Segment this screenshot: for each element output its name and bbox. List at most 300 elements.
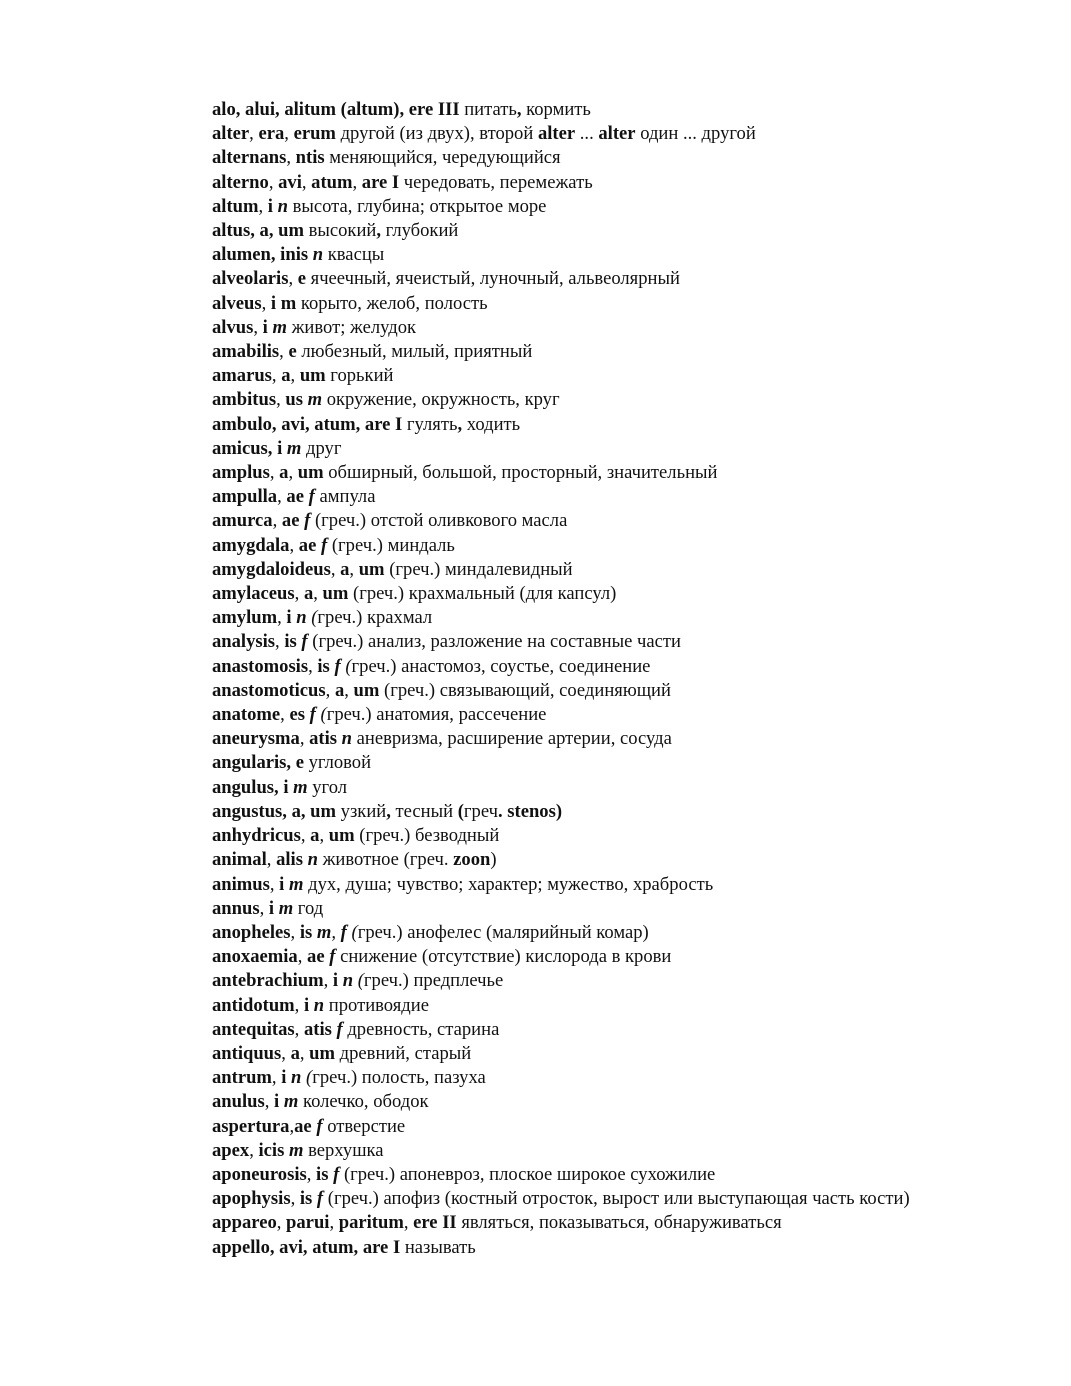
- translation-text: ,: [272, 510, 282, 532]
- dictionary-entry: [150, 921, 997, 945]
- gender-mark: m: [316, 921, 332, 943]
- translation-text: греч.) полость, пазуха: [312, 1067, 486, 1089]
- translation-text: ,: [275, 631, 285, 653]
- translation-text: ячеечный, ячеистый, луночный, альвеолярный: [306, 268, 680, 290]
- latin-term: amylaceus: [212, 583, 295, 605]
- italic-mark: (: [311, 607, 318, 629]
- latin-term: angustus, a, um: [212, 800, 337, 822]
- dictionary-entry: [150, 267, 997, 291]
- translation-text: ): [490, 849, 497, 871]
- translation-text: ,: [308, 655, 318, 677]
- latin-term: ae: [307, 946, 325, 968]
- latin-term: amurca: [212, 510, 273, 532]
- dictionary-entry: [150, 824, 997, 848]
- translation-text: кормить: [521, 99, 591, 120]
- dictionary-entry: [150, 146, 997, 170]
- latin-term: erum: [293, 123, 336, 145]
- dictionary-entry: [150, 1236, 997, 1260]
- translation-text: ,: [264, 1091, 275, 1113]
- translation-text: ,: [261, 292, 271, 314]
- translation-text: аневризма, расширение артерии, сосуда: [352, 728, 672, 750]
- gender-mark: f: [316, 1188, 324, 1210]
- italic-mark: (: [320, 704, 327, 726]
- latin-term: atum: [311, 171, 353, 193]
- latin-term: appareo: [212, 1212, 277, 1234]
- dictionary-entry: [150, 630, 997, 654]
- dictionary-entry: [150, 1115, 997, 1139]
- translation-text: другой (из двух), второй: [335, 123, 538, 145]
- latin-term: ambitus: [212, 389, 277, 411]
- dictionary-entry: [150, 848, 997, 872]
- latin-term: anastomosis: [212, 655, 309, 677]
- latin-term: angularis, e: [212, 752, 304, 774]
- translation-text: ,: [403, 1212, 414, 1234]
- gender-mark: f: [316, 1115, 323, 1137]
- translation-text: ,: [259, 897, 269, 919]
- translation-text: ходить: [462, 413, 521, 435]
- latin-term: anatome: [212, 704, 281, 726]
- dictionary-entry: [150, 122, 997, 146]
- translation-text: ,: [297, 946, 308, 968]
- translation-text: ,: [289, 534, 299, 556]
- gender-mark: m: [307, 389, 323, 411]
- latin-term: animal: [212, 849, 267, 871]
- dictionary-entry: [150, 558, 997, 582]
- translation-text: ,: [253, 316, 263, 338]
- translation-text: ,: [284, 123, 294, 145]
- translation-text: ,: [290, 921, 300, 943]
- latin-term: um: [322, 583, 349, 605]
- dictionary-entry: [150, 292, 997, 316]
- translation-text: (греч.) анализ, разложение на составные части: [307, 631, 681, 653]
- translation-text: называть: [400, 1236, 476, 1258]
- latin-term: um: [299, 365, 326, 387]
- latin-term: aspertura: [212, 1115, 290, 1137]
- translation-text: (греч.) безводный: [354, 825, 500, 847]
- latin-term: i: [303, 994, 310, 1016]
- translation-text: ,: [258, 195, 268, 217]
- latin-term: ,: [516, 99, 522, 120]
- dictionary-entry: [150, 897, 997, 921]
- latin-term: alternans: [212, 147, 287, 169]
- translation-text: ,: [323, 970, 333, 992]
- latin-term: icis: [258, 1139, 285, 1161]
- gender-mark: f: [336, 1018, 343, 1040]
- gender-mark: f: [334, 655, 341, 677]
- translation-text: греч.) анофелес (малярийный комар): [357, 921, 649, 943]
- latin-term: parui: [286, 1212, 330, 1234]
- latin-term: a: [310, 825, 320, 847]
- latin-term: um: [328, 825, 355, 847]
- translation-text: квасцы: [323, 244, 385, 266]
- translation-text: ,: [249, 1139, 259, 1161]
- latin-term: es: [289, 704, 305, 726]
- translation-text: обширный, большой, просторный, значительный: [323, 462, 718, 484]
- dictionary-entry: [150, 1042, 997, 1066]
- latin-term: are I: [361, 171, 400, 193]
- latin-term: amarus: [212, 365, 272, 387]
- translation-text: тесный: [390, 800, 458, 822]
- gender-mark: n: [313, 994, 325, 1016]
- dictionary-entry: [150, 945, 997, 969]
- dictionary-entry: [150, 994, 997, 1018]
- latin-term: ampulla: [212, 486, 278, 508]
- latin-term: is: [299, 921, 313, 943]
- translation-text: корыто, желоб, полость: [296, 292, 488, 314]
- dictionary-entry: [150, 1018, 997, 1042]
- dictionary-entry: [150, 1211, 997, 1235]
- latin-term: um: [297, 462, 324, 484]
- latin-term: um: [358, 558, 385, 580]
- translation-text: (греч.) апофиз (костный отросток, вырост или выступающая часть кости): [323, 1188, 910, 1210]
- dictionary-entry: [150, 340, 997, 364]
- italic-mark: (: [345, 655, 352, 677]
- latin-term: analysis: [212, 631, 276, 653]
- latin-term: ae: [294, 1115, 312, 1137]
- translation-text: (греч.) миндаль: [327, 534, 455, 556]
- latin-term: amygdaloideus: [212, 558, 331, 580]
- translation-text: ,: [288, 462, 298, 484]
- latin-term: era: [258, 123, 285, 145]
- translation-text: ,: [301, 171, 312, 193]
- translation-text: ,: [269, 462, 280, 484]
- gender-mark: n: [291, 1067, 302, 1089]
- translation-text: глубокий: [381, 220, 459, 242]
- latin-term: paritum: [338, 1212, 404, 1234]
- latin-term: zoon: [453, 849, 491, 871]
- latin-term: a: [334, 679, 345, 701]
- gender-mark: n: [307, 849, 318, 871]
- dictionary-entry: [150, 461, 997, 485]
- translation-text: ,: [300, 825, 311, 847]
- latin-term: amicus, i: [212, 437, 283, 459]
- gender-mark: f: [321, 534, 328, 556]
- dictionary-entry: [150, 776, 997, 800]
- gender-mark: f: [340, 921, 347, 943]
- dictionary-entry: [150, 98, 997, 122]
- translation-text: живот; желудок: [286, 316, 417, 338]
- translation-text: гулять: [402, 413, 458, 435]
- italic-mark: ,: [331, 921, 341, 943]
- latin-term: alter: [537, 123, 576, 145]
- latin-term: e: [288, 341, 297, 363]
- latin-term: alveus: [212, 292, 262, 314]
- gender-mark: n: [312, 244, 324, 266]
- latin-term: ,: [376, 220, 382, 242]
- translation-text: высокий: [303, 220, 377, 242]
- translation-text: ,: [249, 123, 259, 145]
- translation-text: ,: [269, 873, 280, 895]
- translation-text: любезный, милый, приятный: [296, 341, 533, 363]
- dictionary-entry: [150, 582, 997, 606]
- latin-term: i: [332, 970, 339, 992]
- translation-text: греч.) анатомия, рассечение: [326, 704, 547, 726]
- gender-mark: f: [333, 1163, 340, 1185]
- latin-term: apex: [212, 1139, 250, 1161]
- latin-term: ,: [386, 800, 391, 822]
- translation-text: ,: [306, 1163, 317, 1185]
- latin-term: alvus: [212, 316, 254, 338]
- latin-term: altus, a, um: [212, 220, 304, 242]
- translation-text: снижение (отсутствие) кислорода в крови: [335, 946, 672, 968]
- latin-term: antebrachium: [212, 970, 324, 992]
- latin-term: i: [267, 195, 273, 217]
- translation-text: ампула: [314, 486, 376, 508]
- latin-term: is: [284, 631, 297, 653]
- translation-text: один ... другой: [635, 123, 756, 145]
- dictionary-entry: [150, 388, 997, 412]
- dictionary-entry: [150, 243, 997, 267]
- translation-text: ,: [330, 558, 341, 580]
- latin-term: is: [299, 1188, 313, 1210]
- translation-text: узкий: [336, 800, 387, 822]
- latin-term: um: [353, 679, 380, 701]
- latin-term: angulus, i: [212, 776, 289, 798]
- dictionary-entry: [150, 171, 997, 195]
- translation-text: ,: [319, 825, 329, 847]
- latin-term: amygdala: [212, 534, 290, 556]
- translation-text: ,: [299, 728, 310, 750]
- latin-term: ntis: [295, 147, 325, 169]
- latin-term: animus: [212, 873, 270, 895]
- translation-text: греч.) анастомоз, соустье, соединение: [351, 655, 651, 677]
- latin-term: ambulo, avi, atum, are I: [212, 413, 403, 435]
- latin-term: amabilis: [212, 341, 280, 363]
- latin-term: antidotum: [212, 994, 295, 1016]
- latin-term: amylum: [212, 607, 278, 629]
- dictionary-entry: [150, 364, 997, 388]
- translation-text: противоядие: [324, 994, 429, 1016]
- italic-mark: (: [306, 1067, 313, 1089]
- latin-term: a: [303, 583, 314, 605]
- latin-term: atis: [309, 728, 337, 750]
- dictionary-entry: [150, 703, 997, 727]
- latin-term: altum: [212, 195, 259, 217]
- translation-text: ,: [344, 679, 354, 701]
- translation-text: ,: [289, 1115, 295, 1137]
- latin-term: alter: [212, 123, 250, 145]
- translation-text: питать: [459, 99, 517, 120]
- latin-term: ae: [298, 534, 317, 556]
- latin-term: apophysis: [212, 1188, 291, 1210]
- translation-text: меняющийся, чередующийся: [324, 147, 561, 169]
- translation-text: год: [293, 897, 324, 919]
- translation-text: ,: [286, 147, 296, 169]
- dictionary-entry: [150, 751, 997, 775]
- translation-text: греч.) предплечье: [363, 970, 504, 992]
- latin-term: alterno: [212, 171, 269, 193]
- latin-term: amplus: [212, 462, 270, 484]
- dictionary-entry: [150, 655, 997, 679]
- gender-mark: n: [277, 195, 288, 217]
- dictionary-entry: [150, 485, 997, 509]
- latin-term: aneurysma: [212, 728, 300, 750]
- gender-mark: m: [272, 316, 287, 338]
- dictionary-entry: [150, 437, 997, 461]
- gender-mark: f: [309, 704, 316, 726]
- latin-term: i: [279, 873, 285, 895]
- gender-mark: n: [296, 607, 307, 629]
- translation-text: ,: [266, 849, 277, 871]
- gender-mark: m: [293, 776, 308, 798]
- latin-term: aponeurosis: [212, 1163, 307, 1185]
- latin-term: a: [279, 462, 289, 484]
- italic-mark: (: [351, 921, 358, 943]
- latin-term: anastomoticus: [212, 679, 326, 701]
- italic-mark: (: [357, 970, 364, 992]
- gender-mark: m: [288, 1139, 304, 1161]
- latin-term: us: [285, 389, 303, 411]
- translation-text: ...: [575, 123, 599, 145]
- gender-mark: f: [308, 486, 315, 508]
- gender-mark: n: [342, 970, 354, 992]
- translation-text: ,: [329, 1212, 339, 1234]
- latin-term: um: [309, 1042, 335, 1064]
- translation-text: ,: [299, 1042, 310, 1064]
- latin-term: i: [262, 316, 268, 338]
- dictionary-page: [150, 98, 997, 1260]
- dictionary-entry: [150, 873, 997, 897]
- dictionary-entry: [150, 800, 997, 824]
- latin-term: ,: [457, 413, 463, 435]
- latin-term: alis: [276, 849, 303, 871]
- latin-term: i m: [270, 292, 297, 314]
- translation-text: (греч.) миндалевидный: [384, 558, 573, 580]
- dictionary-entry: [150, 413, 997, 437]
- latin-term: anoxaemia: [212, 946, 298, 968]
- dictionary-entry: [150, 534, 997, 558]
- latin-term: appello, avi, atum, are I: [212, 1236, 401, 1258]
- gender-mark: f: [304, 510, 311, 532]
- translation-text: ,: [277, 607, 287, 629]
- translation-text: ,: [271, 1067, 282, 1089]
- translation-text: древний, старый: [335, 1042, 472, 1064]
- latin-term: alveolaris: [212, 268, 289, 290]
- gender-mark: n: [341, 728, 352, 750]
- translation-text: древность, старина: [342, 1018, 500, 1040]
- translation-text: окружение, окружность, круг: [322, 389, 560, 411]
- latin-term: a: [290, 1042, 300, 1064]
- dictionary-entry: [150, 219, 997, 243]
- translation-text: ,: [294, 583, 304, 605]
- dictionary-entry: [150, 727, 997, 751]
- translation-text: (греч.) отстой оливкового масла: [310, 510, 568, 532]
- latin-term: (: [457, 800, 464, 822]
- translation-text: животное (греч.: [317, 849, 454, 871]
- gender-mark: m: [286, 437, 302, 459]
- translation-text: ,: [277, 486, 287, 508]
- translation-text: ,: [288, 268, 298, 290]
- translation-text: ,: [290, 1188, 300, 1210]
- translation-text: ,: [294, 994, 304, 1016]
- latin-term: is: [317, 655, 330, 677]
- translation-text: друг: [301, 437, 342, 459]
- dictionary-entry: [150, 195, 997, 219]
- gender-mark: m: [289, 873, 304, 895]
- latin-term: i: [286, 607, 292, 629]
- latin-term: anhydricus: [212, 825, 301, 847]
- translation-text: ,: [352, 171, 362, 193]
- latin-term: i: [274, 1091, 280, 1113]
- translation-text: угол: [307, 776, 348, 798]
- latin-term: a: [281, 365, 291, 387]
- translation-text: ,: [313, 583, 323, 605]
- latin-term: i: [281, 1067, 287, 1089]
- latin-term: antequitas: [212, 1018, 295, 1040]
- dictionary-entry: [150, 1090, 997, 1114]
- translation-text: греч: [463, 800, 498, 822]
- latin-term: anopheles: [212, 921, 291, 943]
- translation-text: отверстие: [322, 1115, 406, 1137]
- dictionary-entry: [150, 679, 997, 703]
- dictionary-entry: [150, 316, 997, 340]
- latin-term: anulus: [212, 1091, 265, 1113]
- latin-term: i: [268, 897, 275, 919]
- latin-term: alo, alui, alitum (altum), ere III: [212, 99, 460, 120]
- translation-text: (греч.) апоневроз, плоское широкое сухожилие: [339, 1163, 716, 1185]
- gender-mark: f: [329, 946, 336, 968]
- latin-term: atis: [303, 1018, 332, 1040]
- translation-text: греч.) крахмал: [317, 607, 433, 629]
- translation-text: ,: [290, 365, 300, 387]
- gender-mark: m: [278, 897, 294, 919]
- translation-text: угловой: [303, 752, 372, 774]
- translation-text: дух, душа; чувство; характер; мужество, храбрость: [303, 873, 714, 895]
- latin-term: a: [340, 558, 350, 580]
- latin-term: e: [297, 268, 306, 290]
- latin-term: alter: [598, 123, 636, 145]
- gender-mark: m: [283, 1091, 299, 1113]
- latin-term: is: [316, 1163, 329, 1185]
- translation-text: чередовать, перемежать: [399, 171, 593, 193]
- translation-text: ,: [276, 1212, 287, 1234]
- translation-text: (греч.) крахмальный (для капсул): [348, 583, 617, 605]
- translation-text: ,: [271, 365, 282, 387]
- translation-text: колечко, ободок: [298, 1091, 429, 1113]
- gender-mark: f: [301, 631, 308, 653]
- translation-text: являться, показываться, обнаруживаться: [456, 1212, 782, 1234]
- translation-text: (греч.) связывающий, соединяющий: [379, 679, 671, 701]
- translation-text: высота, глубина; открытое море: [287, 195, 547, 217]
- translation-text: ,: [268, 171, 279, 193]
- latin-term: ae: [281, 510, 300, 532]
- dictionary-entry: [150, 1187, 997, 1211]
- translation-text: ,: [279, 341, 289, 363]
- dictionary-entry: [150, 509, 997, 533]
- dictionary-entry: [150, 1066, 997, 1090]
- latin-term: ae: [286, 486, 304, 508]
- translation-text: ,: [280, 704, 290, 726]
- latin-term: alumen, inis: [212, 244, 309, 266]
- dictionary-entry: [150, 1163, 997, 1187]
- dictionary-entry: [150, 969, 997, 993]
- latin-term: ere II: [413, 1212, 457, 1234]
- translation-text: горький: [325, 365, 394, 387]
- translation-text: верхушка: [303, 1139, 384, 1161]
- latin-term: annus: [212, 897, 260, 919]
- translation-text: ,: [349, 558, 359, 580]
- latin-term: antiquus: [212, 1042, 282, 1064]
- latin-term: . stenos): [497, 800, 563, 822]
- latin-term: avi: [278, 171, 302, 193]
- translation-text: ,: [294, 1018, 304, 1040]
- latin-term: antrum: [212, 1067, 272, 1089]
- translation-text: ,: [276, 389, 286, 411]
- dictionary-entry: [150, 606, 997, 630]
- translation-text: ,: [325, 679, 335, 701]
- translation-text: ,: [281, 1042, 291, 1064]
- dictionary-entry: [150, 1139, 997, 1163]
